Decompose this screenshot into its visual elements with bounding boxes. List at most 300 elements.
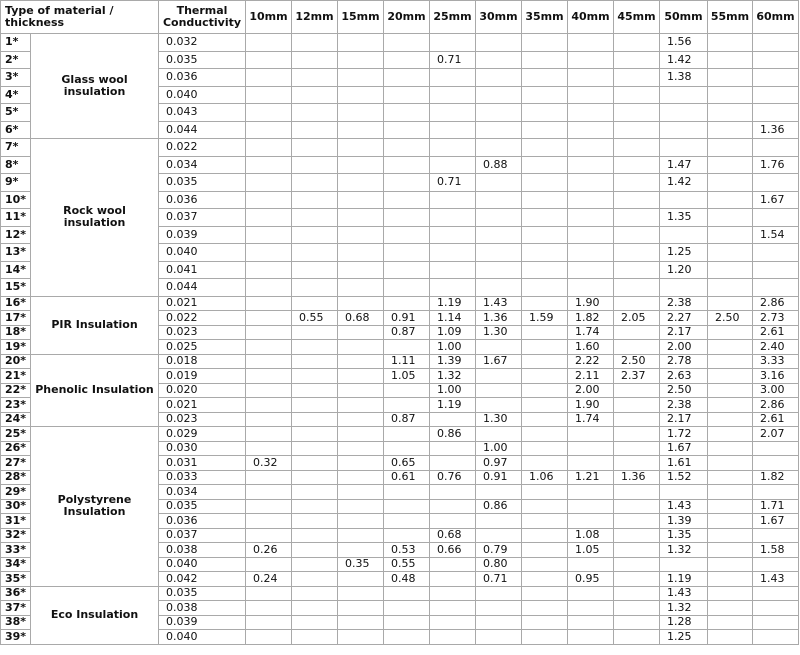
- row-number: 38*: [1, 615, 31, 630]
- u-value-cell: [246, 174, 292, 192]
- u-value-cell: [246, 514, 292, 529]
- u-value-cell: [292, 244, 338, 262]
- u-value-cell: [568, 261, 614, 279]
- u-value-cell: [522, 156, 568, 174]
- u-value-cell: [708, 226, 753, 244]
- u-value-cell: [246, 398, 292, 413]
- u-value-cell: 2.50: [614, 354, 660, 369]
- u-value-cell: 1.20: [660, 261, 708, 279]
- thickness-header: 45mm: [614, 1, 660, 34]
- u-value-cell: [708, 557, 753, 572]
- u-value-cell: [476, 369, 522, 384]
- u-value-cell: [338, 586, 384, 601]
- u-value-cell: 2.17: [660, 325, 708, 340]
- u-value-cell: 0.68: [430, 528, 476, 543]
- u-value-cell: 1.42: [660, 174, 708, 192]
- u-value-cell: 1.72: [660, 427, 708, 442]
- u-value-cell: [522, 572, 568, 587]
- u-value-cell: 0.26: [246, 543, 292, 558]
- u-value-cell: [708, 69, 753, 87]
- u-value-cell: [430, 279, 476, 297]
- row-number: 39*: [1, 630, 31, 645]
- row-number: 32*: [1, 528, 31, 543]
- u-value-cell: [522, 121, 568, 139]
- u-value-cell: 1.28: [660, 615, 708, 630]
- u-value-cell: 0.87: [384, 412, 430, 427]
- thickness-header: 55mm: [708, 1, 753, 34]
- u-value-cell: [476, 174, 522, 192]
- u-value-cell: [292, 209, 338, 227]
- u-value-cell: [476, 279, 522, 297]
- u-value-cell: [522, 69, 568, 87]
- u-value-cell: [753, 586, 799, 601]
- u-value-cell: [384, 34, 430, 52]
- u-value-cell: [338, 209, 384, 227]
- u-value-cell: [568, 279, 614, 297]
- u-value-cell: [430, 86, 476, 104]
- u-value-cell: [292, 325, 338, 340]
- u-value-cell: [338, 485, 384, 500]
- u-value-cell: [338, 86, 384, 104]
- u-value-cell: 2.78: [660, 354, 708, 369]
- u-value-cell: [708, 296, 753, 311]
- u-value-cell: [614, 572, 660, 587]
- thermal-conductivity-cell: 0.035: [159, 499, 246, 514]
- u-value-cell: [246, 244, 292, 262]
- u-value-cell: [476, 383, 522, 398]
- u-value-cell: [614, 296, 660, 311]
- u-value-cell: 1.05: [568, 543, 614, 558]
- u-value-cell: [384, 69, 430, 87]
- u-value-cell: [522, 427, 568, 442]
- header-row: [1, 1, 799, 34]
- row-number: 20*: [1, 354, 31, 369]
- u-value-cell: [430, 456, 476, 471]
- u-value-cell: [338, 354, 384, 369]
- u-value-cell: [568, 615, 614, 630]
- u-value-cell: [338, 456, 384, 471]
- u-value-cell: [522, 354, 568, 369]
- u-value-cell: 2.00: [568, 383, 614, 398]
- u-value-cell: [338, 572, 384, 587]
- u-value-cell: [384, 398, 430, 413]
- u-value-cell: 1.67: [753, 514, 799, 529]
- u-value-cell: [292, 557, 338, 572]
- row-number: 13*: [1, 244, 31, 262]
- u-value-cell: [614, 586, 660, 601]
- u-value-cell: [753, 244, 799, 262]
- u-value-cell: 1.54: [753, 226, 799, 244]
- u-value-cell: [384, 209, 430, 227]
- u-value-cell: [614, 121, 660, 139]
- row-number: 27*: [1, 456, 31, 471]
- u-value-cell: 2.50: [708, 311, 753, 326]
- u-value-cell: [292, 441, 338, 456]
- u-value-cell: [522, 441, 568, 456]
- u-value-cell: [708, 630, 753, 645]
- u-value-cell: [246, 191, 292, 209]
- u-value-cell: [708, 34, 753, 52]
- u-value-cell: [338, 398, 384, 413]
- u-value-cell: 1.74: [568, 412, 614, 427]
- u-value-cell: 2.37: [614, 369, 660, 384]
- u-value-cell: [338, 261, 384, 279]
- u-value-cell: [660, 121, 708, 139]
- row-number: 19*: [1, 340, 31, 355]
- u-value-cell: [708, 244, 753, 262]
- u-value-cell: [522, 226, 568, 244]
- u-value-cell: [568, 191, 614, 209]
- u-value-cell: 0.97: [476, 456, 522, 471]
- u-value-cell: [338, 226, 384, 244]
- material-name: PIR Insulation: [31, 296, 159, 354]
- u-value-cell: [246, 325, 292, 340]
- u-value-cell: [246, 586, 292, 601]
- u-value-cell: [292, 139, 338, 157]
- thermal-conductivity-cell: 0.035: [159, 586, 246, 601]
- u-value-cell: [292, 398, 338, 413]
- material-name: Eco Insulation: [31, 586, 159, 644]
- u-value-cell: [338, 499, 384, 514]
- u-value-cell: [614, 601, 660, 616]
- thickness-header: 35mm: [522, 1, 568, 34]
- u-value-cell: [292, 156, 338, 174]
- u-value-cell: 1.00: [430, 340, 476, 355]
- row-number: 7*: [1, 139, 31, 157]
- u-value-cell: [614, 412, 660, 427]
- u-value-cell: [568, 244, 614, 262]
- row-number: 1*: [1, 34, 31, 52]
- u-value-cell: [568, 427, 614, 442]
- u-value-cell: [384, 226, 430, 244]
- u-value-cell: [430, 226, 476, 244]
- u-value-cell: [708, 340, 753, 355]
- thermal-conductivity-cell: 0.043: [159, 104, 246, 122]
- u-value-cell: [614, 34, 660, 52]
- u-value-cell: [568, 34, 614, 52]
- u-value-cell: [476, 514, 522, 529]
- u-value-cell: [384, 441, 430, 456]
- u-value-cell: [614, 485, 660, 500]
- u-value-cell: [476, 601, 522, 616]
- u-value-cell: [522, 412, 568, 427]
- u-value-cell: [753, 630, 799, 645]
- u-value-cell: [292, 104, 338, 122]
- u-value-cell: 1.35: [660, 528, 708, 543]
- u-value-cell: [522, 244, 568, 262]
- u-value-cell: [753, 86, 799, 104]
- u-value-cell: [708, 279, 753, 297]
- u-value-cell: [522, 485, 568, 500]
- row-number: 36*: [1, 586, 31, 601]
- u-value-cell: 2.86: [753, 296, 799, 311]
- u-value-cell: 1.58: [753, 543, 799, 558]
- u-value-cell: [246, 261, 292, 279]
- u-value-cell: 1.61: [660, 456, 708, 471]
- u-value-cell: [246, 383, 292, 398]
- u-value-cell: [384, 630, 430, 645]
- thermal-conductivity-cell: 0.029: [159, 427, 246, 442]
- u-value-cell: 2.11: [568, 369, 614, 384]
- u-value-cell: [338, 601, 384, 616]
- u-value-cell: 1.82: [568, 311, 614, 326]
- u-value-cell: [614, 104, 660, 122]
- u-value-cell: [614, 441, 660, 456]
- u-value-cell: [338, 51, 384, 69]
- table-row: [1, 354, 799, 369]
- u-value-cell: [708, 543, 753, 558]
- u-value-cell: [476, 34, 522, 52]
- u-value-cell: [708, 427, 753, 442]
- u-value-cell: [476, 244, 522, 262]
- u-value-cell: 0.79: [476, 543, 522, 558]
- thickness-header: 12mm: [292, 1, 338, 34]
- thickness-header: 40mm: [568, 1, 614, 34]
- u-value-cell: 1.42: [660, 51, 708, 69]
- u-value-cell: 1.19: [430, 296, 476, 311]
- u-value-cell: [430, 191, 476, 209]
- u-value-cell: [384, 244, 430, 262]
- u-value-cell: 1.36: [753, 121, 799, 139]
- u-value-cell: [476, 528, 522, 543]
- u-value-cell: [338, 156, 384, 174]
- u-value-cell: [614, 514, 660, 529]
- u-value-cell: [430, 485, 476, 500]
- u-value-cell: [660, 104, 708, 122]
- u-value-cell: [338, 174, 384, 192]
- u-value-cell: [338, 514, 384, 529]
- row-number: 8*: [1, 156, 31, 174]
- u-value-cell: [338, 412, 384, 427]
- u-value-cell: [614, 528, 660, 543]
- row-number: 9*: [1, 174, 31, 192]
- type-header: Type of material / thickness: [1, 1, 159, 34]
- table-row: [1, 139, 799, 157]
- thermal-conductivity-cell: 0.025: [159, 340, 246, 355]
- u-value-cell: [292, 369, 338, 384]
- u-value-cell: [338, 441, 384, 456]
- u-value-cell: 1.90: [568, 398, 614, 413]
- u-value-cell: [522, 383, 568, 398]
- u-value-cell: [384, 191, 430, 209]
- u-value-cell: [753, 34, 799, 52]
- u-value-cell: [246, 86, 292, 104]
- u-value-cell: [614, 557, 660, 572]
- u-value-cell: [568, 485, 614, 500]
- u-value-cell: 1.43: [660, 586, 708, 601]
- u-value-cell: [292, 354, 338, 369]
- u-value-cell: [568, 69, 614, 87]
- u-value-cell: 0.48: [384, 572, 430, 587]
- row-number: 24*: [1, 412, 31, 427]
- thermal-conductivity-cell: 0.021: [159, 296, 246, 311]
- u-value-cell: [614, 427, 660, 442]
- u-value-cell: [753, 139, 799, 157]
- u-value-cell: [292, 543, 338, 558]
- u-value-cell: [476, 209, 522, 227]
- row-number: 30*: [1, 499, 31, 514]
- thermal-conductivity-cell: 0.036: [159, 69, 246, 87]
- u-value-cell: 2.27: [660, 311, 708, 326]
- u-value-cell: 1.60: [568, 340, 614, 355]
- u-value-cell: [384, 174, 430, 192]
- u-value-cell: [522, 104, 568, 122]
- material-name: Glass wool insulation: [31, 34, 159, 139]
- u-value-cell: [708, 369, 753, 384]
- u-value-cell: 1.25: [660, 630, 708, 645]
- u-value-cell: 0.71: [430, 51, 476, 69]
- u-value-cell: [753, 51, 799, 69]
- u-value-cell: [430, 441, 476, 456]
- thermal-conductivity-cell: 0.037: [159, 209, 246, 227]
- u-value-cell: [338, 121, 384, 139]
- u-value-cell: [708, 601, 753, 616]
- u-value-cell: 1.14: [430, 311, 476, 326]
- u-value-cell: [568, 441, 614, 456]
- u-value-cell: [522, 34, 568, 52]
- u-value-cell: [522, 369, 568, 384]
- u-value-cell: [384, 485, 430, 500]
- u-value-cell: [753, 528, 799, 543]
- u-value-cell: [708, 261, 753, 279]
- u-value-cell: [708, 470, 753, 485]
- u-value-cell: 0.32: [246, 456, 292, 471]
- u-value-cell: [708, 499, 753, 514]
- u-value-cell: [522, 296, 568, 311]
- thermal-conductivity-cell: 0.044: [159, 279, 246, 297]
- u-value-cell: 1.67: [660, 441, 708, 456]
- u-value-cell: [753, 485, 799, 500]
- u-value-cell: 1.32: [660, 543, 708, 558]
- u-value-cell: [708, 354, 753, 369]
- u-value-cell: [430, 572, 476, 587]
- u-value-cell: [708, 485, 753, 500]
- u-value-cell: [614, 615, 660, 630]
- row-number: 6*: [1, 121, 31, 139]
- u-value-cell: 0.66: [430, 543, 476, 558]
- u-value-cell: [753, 441, 799, 456]
- u-value-cell: 1.00: [476, 441, 522, 456]
- u-value-cell: [338, 34, 384, 52]
- u-value-cell: 1.30: [476, 325, 522, 340]
- u-value-cell: 1.36: [476, 311, 522, 326]
- u-value-cell: [246, 601, 292, 616]
- u-value-cell: 0.35: [338, 557, 384, 572]
- thermal-conductivity-cell: 0.023: [159, 412, 246, 427]
- u-value-cell: [292, 340, 338, 355]
- u-value-cell: [476, 340, 522, 355]
- row-number: 15*: [1, 279, 31, 297]
- u-value-cell: 1.43: [476, 296, 522, 311]
- u-value-cell: [476, 427, 522, 442]
- row-number: 3*: [1, 69, 31, 87]
- u-value-cell: [522, 514, 568, 529]
- u-value-cell: 1.08: [568, 528, 614, 543]
- u-value-cell: [522, 528, 568, 543]
- u-value-cell: [292, 191, 338, 209]
- u-value-cell: [614, 383, 660, 398]
- table-row: [1, 34, 799, 52]
- u-value-cell: 2.73: [753, 311, 799, 326]
- u-value-cell: 1.90: [568, 296, 614, 311]
- u-value-cell: [614, 191, 660, 209]
- u-value-cell: [384, 261, 430, 279]
- thermal-conductivity-cell: 0.035: [159, 51, 246, 69]
- thermal-conductivity-cell: 0.036: [159, 514, 246, 529]
- u-value-cell: [430, 412, 476, 427]
- u-value-cell: 0.88: [476, 156, 522, 174]
- u-value-cell: [246, 615, 292, 630]
- u-value-cell: [614, 340, 660, 355]
- u-value-cell: [430, 139, 476, 157]
- u-value-cell: [614, 261, 660, 279]
- u-value-cell: [708, 383, 753, 398]
- u-value-cell: [568, 209, 614, 227]
- row-number: 2*: [1, 51, 31, 69]
- u-value-cell: [292, 383, 338, 398]
- u-value-cell: [430, 601, 476, 616]
- u-value-cell: [384, 499, 430, 514]
- u-value-cell: [430, 69, 476, 87]
- thermal-conductivity-cell: 0.032: [159, 34, 246, 52]
- u-value-cell: [522, 261, 568, 279]
- u-value-cell: [384, 121, 430, 139]
- row-number: 37*: [1, 601, 31, 616]
- u-value-cell: [753, 456, 799, 471]
- u-value-cell: 3.16: [753, 369, 799, 384]
- thickness-header: 10mm: [246, 1, 292, 34]
- u-value-cell: 1.21: [568, 470, 614, 485]
- u-value-cell: [338, 369, 384, 384]
- u-value-cell: [246, 427, 292, 442]
- u-value-cell: [708, 572, 753, 587]
- u-value-cell: [292, 427, 338, 442]
- u-value-cell: [384, 86, 430, 104]
- u-value-cell: [430, 121, 476, 139]
- u-value-cell: 0.68: [338, 311, 384, 326]
- u-value-cell: [338, 325, 384, 340]
- u-value-cell: [522, 586, 568, 601]
- u-value-cell: [384, 340, 430, 355]
- row-number: 21*: [1, 369, 31, 384]
- u-value-cell: 1.06: [522, 470, 568, 485]
- u-value-cell: [522, 209, 568, 227]
- u-value-cell: 2.07: [753, 427, 799, 442]
- u-value-cell: [708, 528, 753, 543]
- u-value-cell: [753, 557, 799, 572]
- u-value-cell: [384, 601, 430, 616]
- u-value-cell: 1.47: [660, 156, 708, 174]
- thermal-conductivity-cell: 0.037: [159, 528, 246, 543]
- material-name: Polystyrene Insulation: [31, 427, 159, 587]
- u-value-cell: [430, 557, 476, 572]
- u-value-cell: [292, 86, 338, 104]
- u-value-cell: [614, 226, 660, 244]
- tc-header-line2: Conductivity: [162, 16, 242, 29]
- thermal-conductivity-cell: 0.041: [159, 261, 246, 279]
- u-value-cell: 1.39: [430, 354, 476, 369]
- row-number: 12*: [1, 226, 31, 244]
- u-value-cell: [246, 369, 292, 384]
- u-value-cell: [660, 226, 708, 244]
- u-value-cell: [568, 174, 614, 192]
- thickness-header: 50mm: [660, 1, 708, 34]
- u-value-cell: [568, 499, 614, 514]
- u-value-cell: 0.71: [430, 174, 476, 192]
- u-value-cell: [338, 383, 384, 398]
- u-value-cell: [384, 427, 430, 442]
- u-value-cell: [614, 456, 660, 471]
